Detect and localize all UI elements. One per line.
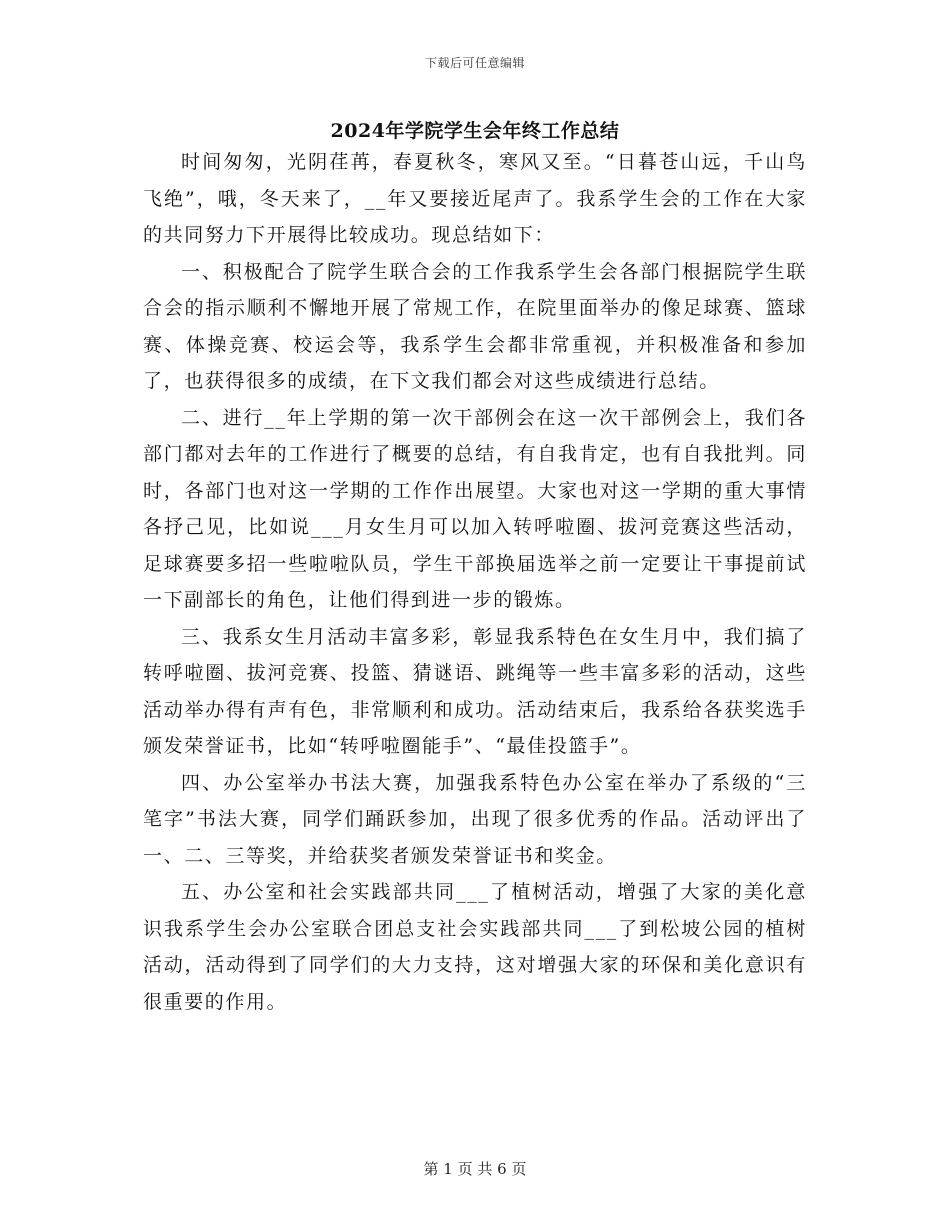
paragraph-section-1: 一、积极配合了院学生联合会的工作我系学生会各部门根据院学生联合会的指示顺利不懈地开展了常规工作，在院里面举办的像足球赛、篮球赛、体操竞赛、校运会等，我系学生会都非常重视，并积极准备和参加了，也获得很多的成绩，在下文我们都会对这些成绩进行总结。 <box>143 260 807 392</box>
document-body <box>143 144 807 1020</box>
header-note: 下载后可任意编辑 <box>424 56 525 70</box>
paragraph-section-5: 五、办公室和社会实践部共同___了植树活动，增强了大家的美化意识我系学生会办公室联合团总支社会实践部共同___了到松坡公园的植树活动，活动得到了同学们的大力支持，这对增强大家的环保和美化意识有很重要的作用。 <box>143 881 807 1013</box>
page-number: 第 1 页 共 6 页 <box>423 1160 527 1178</box>
paragraph-section-3: 三、我系女生月活动丰富多彩，彰显我系特色在女生月中，我们搞了转呼啦圈、拔河竞赛、投篮、猜谜语、跳绳等一些丰富多彩的活动，这些活动举办得有声有色，非常顺利和成功。活动结束后，我系给各获奖选手颁发荣誉证书，比如“转呼啦圈能手”、“最佳投篮手”。 <box>143 625 807 757</box>
paragraph-section-4: 四、办公室举办书法大赛，加强我系特色办公室在举办了系级的“三笔字”书法大赛，同学们踊跃参加，出现了很多优秀的作品。活动评出了一、二、三等奖，并给获奖者颁发荣誉证书和奖金。 <box>143 771 807 867</box>
document-title: 2024年学院学生会年终工作总结 <box>330 120 620 142</box>
paragraph-intro: 时间匆匆，光阴荏苒，春夏秋冬，寒风又至。“日暮苍山远，千山鸟飞绝”，哦，冬天来了，__年又要接近尾声了。我系学生会的工作在大家的共同努力下开展得比较成功。现总结如下： <box>143 151 807 246</box>
paragraph-section-2: 二、进行__年上学期的第一次干部例会在这一次干部例会上，我们各部门都对去年的工作进行了概要的总结，有自我肯定，也有自我批判。同时，各部门也对这一学期的工作作出展望。大家也对这一学期的重大事情各抒己见，比如说___月女生月可以加入转呼啦圈、拔河竞赛这些活动，足球赛要多招一些啦啦队员，学生干部换届选举之前一定要让干事提前试一下副部长的角色，让他们得到进一步的锻炼。 <box>143 406 807 611</box>
